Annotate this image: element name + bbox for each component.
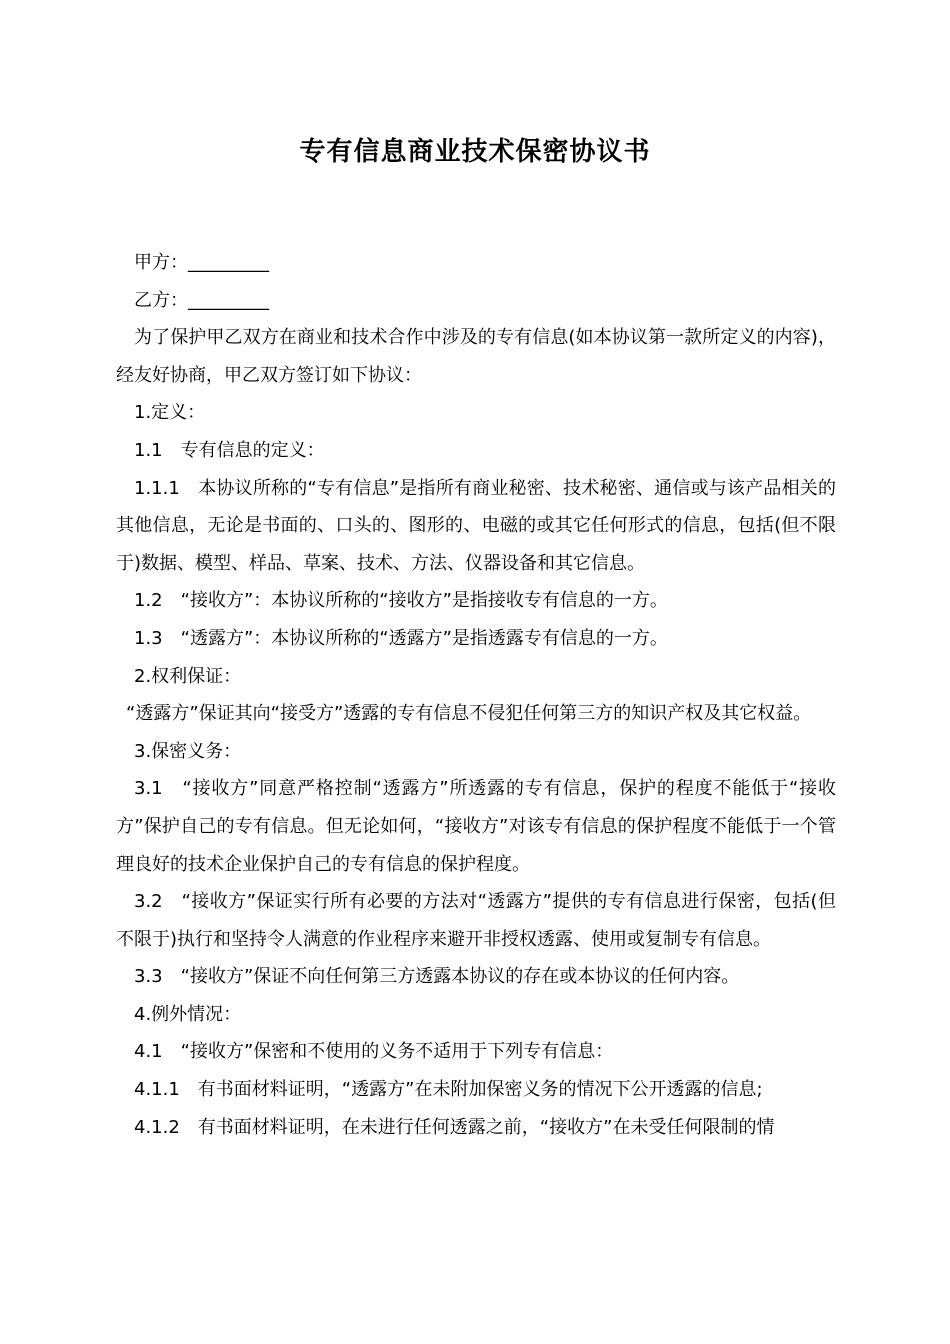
clause-heading: 1.1 专有信息的定义：	[134, 439, 325, 461]
clause-paragraph: 4.1.1 有书面材料证明，“透露方”在未附加保密义务的情况下公开透露的信息;	[134, 1079, 763, 1101]
clause-paragraph: 1.2 “接收方”：本协议所称的“接收方”是指接收专有信息的一方。	[134, 590, 668, 612]
section-heading: 2.权利保证：	[134, 665, 242, 687]
party-a-line: 甲方：_________	[134, 252, 269, 273]
preamble-paragraph: 为了保护甲乙双方在商业和技术合作中涉及的专有信息(如本协议第一款所定义的内容)，经友好协商，甲乙双方签订如下协议：	[116, 327, 836, 386]
clause-paragraph: 4.1.2 有书面材料证明，在未进行任何透露之前，“接收方”在未受任何限制的情	[134, 1116, 775, 1138]
section-heading: 4.例外情况：	[134, 1003, 242, 1025]
party-b-line: 乙方：_________	[134, 289, 269, 311]
clause-paragraph: 4.1 “接收方”保密和不使用的义务不适用于下列专有信息：	[134, 1041, 614, 1063]
document-title: 专有信息商业技术保密协议书	[299, 137, 651, 167]
clause-paragraph: “透露方”保证其向“接受方”透露的专有信息不侵犯任何第三方的知识产权及其它权益。	[126, 703, 812, 725]
document-body	[116, 244, 836, 1146]
clause-paragraph: 1.1.1 本协议所称的“专有信息”是指所有商业秘密、技术秘密、通信或与该产品相关的其他信息，无论是书面的、口头的、图形的、电磁的或其它任何形式的信息，包括(但不限于)数据、模型、样品、草案、技术、方法、仪器设备和其它信息。	[116, 477, 836, 574]
clause-paragraph: 1.3 “透露方”：本协议所称的“透露方”是指透露专有信息的一方。	[134, 627, 668, 649]
section-heading: 3.保密义务：	[134, 740, 242, 762]
section-heading: 1.定义：	[134, 402, 206, 424]
clause-paragraph: 3.2 “接收方”保证实行所有必要的方法对“透露方”提供的专有信息进行保密，包括(但不限于)执行和坚持令人满意的作业程序来避开非授权透露、使用或复制专有信息。	[116, 891, 836, 950]
clause-paragraph: 3.1 “接收方”同意严格控制“透露方”所透露的专有信息，保护的程度不能低于“接收方”保护自己的专有信息。但无论如何，“接收方”对该专有信息的保护程度不能低于一个管理良好的技术企业保护自己的专有信息的保护程度。	[116, 778, 836, 875]
clause-paragraph: 3.3 “接收方”保证不向任何第三方透露本协议的存在或本协议的任何内容。	[134, 966, 740, 988]
